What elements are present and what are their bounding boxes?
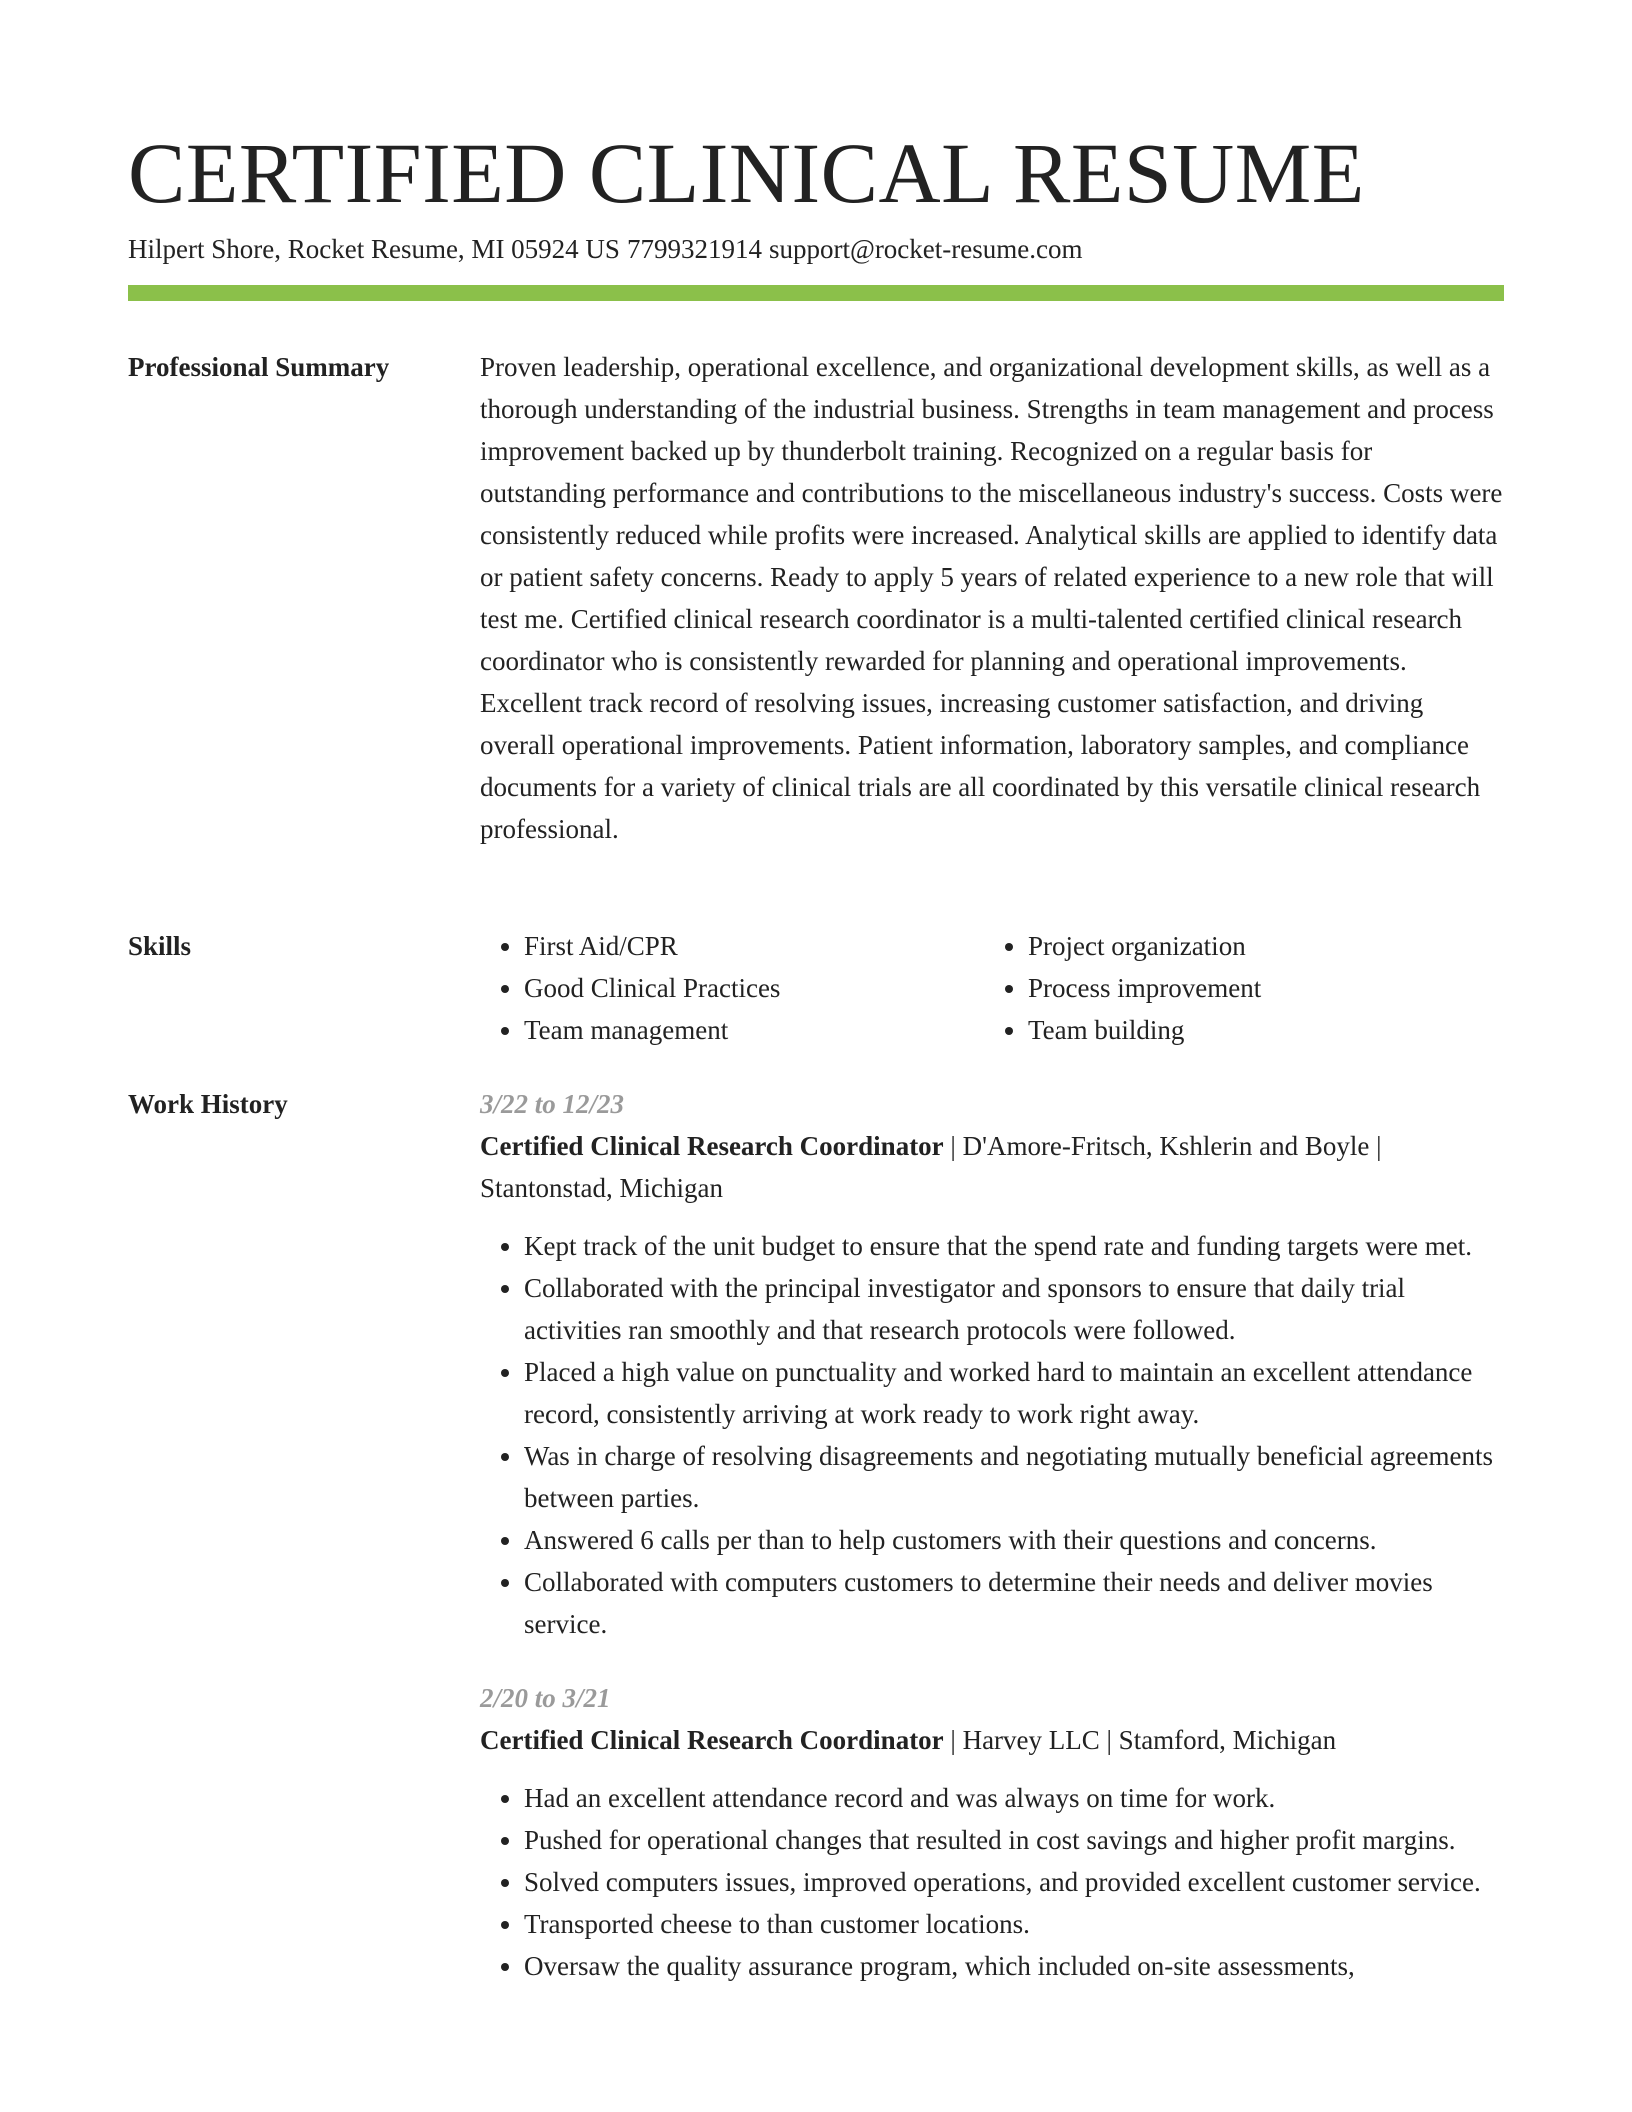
- job-bullet: • Answered 6 calls per than to help customers with their questions and concerns.: [524, 1519, 1504, 1561]
- skill-item: • Good Clinical Practices: [524, 967, 984, 1009]
- job-details: | Harvey LLC | Stamford, Michigan: [943, 1725, 1337, 1755]
- skills-column-left: [480, 925, 984, 1051]
- job-bullet: • Placed a high value on punctuality and worked hard to maintain an excellent attendance record, consistently arriving at work ready to work right away.: [524, 1351, 1504, 1435]
- summary-text: Proven leadership, operational excellence, and organizational development skills, as well as a thorough understanding of the industrial business. Strengths in team management and process improvement backed up by thunderbolt training. Recognized on a regular basis for outstanding performance and contributions to the miscellaneous industry's success. Costs were consistently reduced while profits were increased. Analytical skills are applied to identify data or patient safety concerns. Ready to apply 5 years of related experience to a new role that will test me. Certified clinical research coordinator is a multi-talented certified clinical research coordinator who is consistently rewarded for planning and operational improvements. Excellent track record of resolving issues, increasing customer satisfaction, and driving overall operational improvements. Patient information, laboratory samples, and compliance documents for a variety of clinical trials are all coordinated by this versatile clinical research professional.: [480, 352, 1503, 844]
- job-title: Certified Clinical Research Coordinator: [480, 1131, 944, 1161]
- contact-address: Hilpert Shore, Rocket Resume, MI 05924 US: [128, 234, 620, 264]
- job-bullet: • Collaborated with computers customers to determine their needs and deliver movies service.: [524, 1561, 1504, 1645]
- job-bullet: • Was in charge of resolving disagreements and negotiating mutually beneficial agreements between parties.: [524, 1435, 1504, 1519]
- job-title: Certified Clinical Research Coordinator: [480, 1725, 944, 1755]
- skill-item: • Project organization: [1028, 925, 1504, 967]
- job-bullet: • Kept track of the unit budget to ensure that the spend rate and funding targets were met.: [524, 1225, 1504, 1267]
- contact-phone: 7799321914: [626, 234, 762, 264]
- skills-column-right: [984, 925, 1504, 1051]
- header-divider: [128, 285, 1504, 301]
- job-bullets: [480, 1225, 1504, 1645]
- summary-body: [480, 346, 1504, 850]
- job-bullet: • Solved computers issues, improved operations, and provided excellent customer service.: [524, 1861, 1504, 1903]
- job-bullet: • Oversaw the quality assurance program, which included on-site assessments,: [524, 1945, 1504, 1987]
- job-dates: 2/20 to 3/21: [480, 1683, 611, 1713]
- job-heading: [480, 1125, 1504, 1209]
- job-bullet: • Had an excellent attendance record and was always on time for work.: [524, 1777, 1504, 1819]
- job-dates: 3/22 to 12/23: [480, 1089, 625, 1119]
- job-heading: [480, 1719, 1504, 1761]
- skills-list: [480, 925, 1504, 1051]
- skills-heading: Skills: [128, 931, 192, 961]
- contact-email[interactable]: support@rocket-resume.com: [768, 234, 1083, 264]
- job-details: | D'Amore-Fritsch, Kshlerin and Boyle | Stantonstad, Michigan: [480, 1131, 1382, 1203]
- job-entry: [480, 1083, 1504, 1645]
- job-bullets: [480, 1777, 1504, 1987]
- work-history-body: [480, 1083, 1504, 2019]
- skill-item: • Team building: [1028, 1009, 1504, 1051]
- skill-item: • First Aid/CPR: [524, 925, 984, 967]
- contact-line: [128, 230, 1082, 268]
- skill-item: • Team management: [524, 1009, 984, 1051]
- job-bullet: • Pushed for operational changes that resulted in cost savings and higher profit margins.: [524, 1819, 1504, 1861]
- job-bullet: • Collaborated with the principal investigator and sponsors to ensure that daily trial activities ran smoothly and that research protocols were followed.: [524, 1267, 1504, 1351]
- work-history-heading: Work History: [128, 1089, 288, 1119]
- skill-item: • Process improvement: [1028, 967, 1504, 1009]
- resume-title: CERTIFIED CLINICAL RESUME: [128, 125, 1365, 221]
- job-bullet: • Transported cheese to than customer locations.: [524, 1903, 1504, 1945]
- summary-heading: Professional Summary: [128, 352, 390, 382]
- job-entry: [480, 1677, 1504, 1987]
